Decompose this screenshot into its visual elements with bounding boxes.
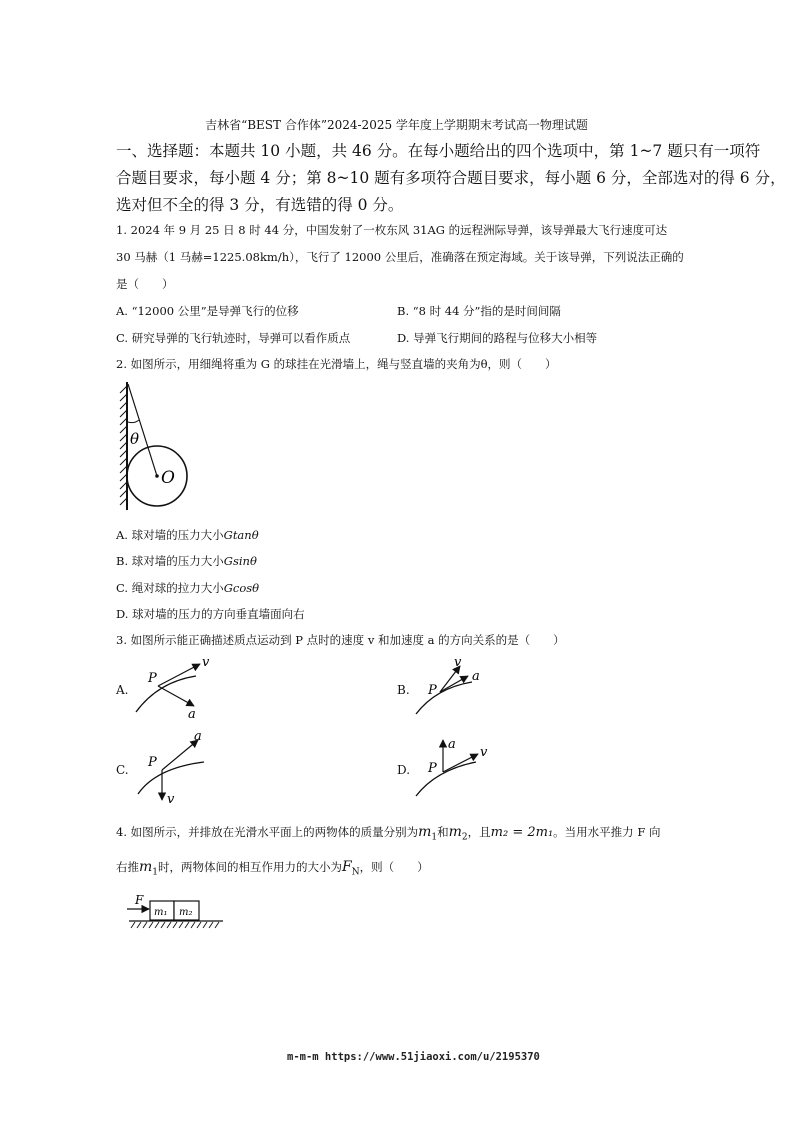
v-label: v xyxy=(480,745,488,760)
q2-option-d: D. 球对墙的压力的方向垂直墙面向右 xyxy=(116,607,305,621)
q3-label-c: C. xyxy=(116,763,129,777)
ground-hatch xyxy=(131,922,219,928)
q3-label-b: B. xyxy=(397,683,410,697)
q1-line3: 是（ ） xyxy=(116,277,174,291)
block-m1-label: m₁ xyxy=(154,907,168,918)
q1-option-b: B. “8 时 44 分”指的是时间间隔 xyxy=(397,304,561,318)
center-label: O xyxy=(161,468,175,488)
ball-center-dot xyxy=(155,474,159,478)
q3-figure-a xyxy=(130,652,230,722)
a-label: a xyxy=(194,729,202,744)
velocity-arrow xyxy=(158,664,200,686)
q3-figure-b xyxy=(412,652,512,722)
v-label: v xyxy=(454,655,462,670)
q3-label-d: D. xyxy=(397,763,411,777)
a-label: a xyxy=(188,707,196,722)
q4-line1: 4. 如图所示，并排放在光滑水平面上的两物体的质量分别为$m_1$和$m_2$，且m₂ = 2m₁。当用水平推力 F 向 xyxy=(116,824,661,843)
v-label: v xyxy=(167,792,175,807)
q2-option-c: C. 绳对球的拉力大小Gcosθ xyxy=(116,581,260,595)
exam-title: 吉林省“BEST 合作体”2024-2025 学年度上学期期末考试高一物理试题 xyxy=(205,118,588,132)
point-p-label: P xyxy=(148,755,157,770)
q2-wall-ball-figure xyxy=(110,378,210,518)
q1-line2: 30 马赫（1 马赫=1225.08km/h），飞行了 12000 公里后，准确落在预定海域。关于该导弹，下列说法正确的 xyxy=(116,250,684,264)
q3-figure-d xyxy=(412,732,512,802)
point-p-label: P xyxy=(428,761,437,776)
v-label: v xyxy=(202,655,210,670)
q2-option-a: A. 球对墙的压力大小Gtanθ xyxy=(116,528,259,542)
point-p-label: P xyxy=(148,671,157,686)
section1-line1: 一、选择题：本题共 10 小题，共 46 分。在每小题给出的四个选项中，第 1~7 题只有一项符 xyxy=(116,142,761,160)
angle-arc xyxy=(128,420,139,423)
q2-option-b: B. 球对墙的压力大小Gsinθ xyxy=(116,554,257,568)
q1-option-c: C. 研究导弹的飞行轨迹时，导弹可以看作质点 xyxy=(116,331,351,345)
q1-option-a: A. “12000 公里”是导弹飞行的位移 xyxy=(116,304,299,318)
theta-label: θ xyxy=(130,430,140,448)
q4-blocks-figure xyxy=(125,890,235,934)
acceleration-arrow xyxy=(158,686,194,706)
acceleration-arrow xyxy=(162,740,198,770)
section1-line3: 选对但不全的得 3 分，有选错的得 0 分。 xyxy=(116,196,404,214)
a-label: a xyxy=(472,669,480,684)
q4-line2: 右推$m_1$时，两物体间的相互作用力的大小为$F_N$，则（ ） xyxy=(116,859,429,878)
q3-label-a: A. xyxy=(116,683,129,697)
force-label: F xyxy=(135,893,144,907)
q2-stem: 2. 如图所示，用细绳将重为 G 的球挂在光滑墙上，绳与竖直墙的夹角为θ，则（ ） xyxy=(116,357,557,371)
q1-option-d: D. 导弹飞行期间的路程与位移大小相等 xyxy=(397,331,598,345)
block-m2-label: m₂ xyxy=(179,907,193,918)
footer-url[interactable]: m-m-m https://www.51jiaoxi.com/u/2195370 xyxy=(287,1051,540,1063)
q3-figure-c xyxy=(130,728,230,808)
q1-line1: 1. 2024 年 9 月 25 日 8 时 44 分，中国发射了一枚东风 31AG 的远程洲际导弹，该导弹最大飞行速度可达 xyxy=(116,223,668,237)
trajectory-curve xyxy=(416,762,476,796)
point-p-label: P xyxy=(428,683,437,698)
wall-hatch xyxy=(120,386,127,505)
section1-line2: 合题目要求，每小题 4 分；第 8~10 题有多项符合题目要求，每小题 6 分，全部选对的得 6 分， xyxy=(116,169,786,187)
q3-stem: 3. 如图所示能正确描述质点运动到 P 点时的速度 v 和加速度 a 的方向关系的是（ ） xyxy=(116,633,565,647)
a-label: a xyxy=(448,737,456,752)
